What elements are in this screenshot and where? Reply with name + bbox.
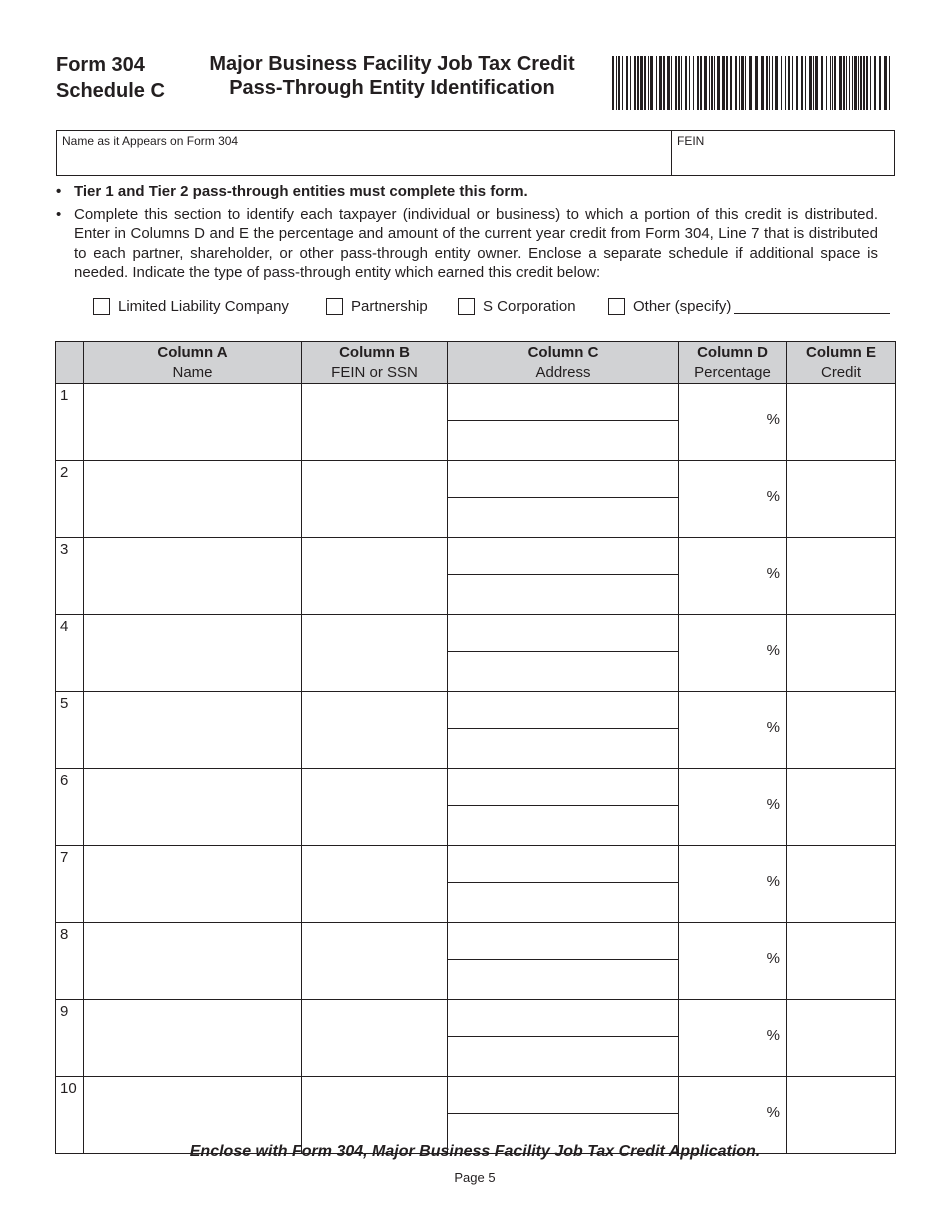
fein-ssn-cell[interactable]: [302, 923, 448, 1000]
barcode-bar: [805, 56, 806, 110]
name-cell[interactable]: [84, 1000, 302, 1077]
instruction-bullet: • Complete this section to identify each taxpayer (individual or business) to which a portion of this credit is distributed. Enter in Columns D and E the percentage and amount of the current year credit from Form 304, Line 7 that is distributed to each partner, shareholder, or other pass-through entity owner. Enclose a separate schedule if additional space is needed. Indicate the type of pass-through entity which earned this credit below:: [56, 205, 878, 281]
address-divider: [448, 420, 678, 421]
table-row: [56, 1077, 896, 1154]
percent-symbol: %: [766, 642, 780, 659]
form-number: Form 304: [56, 54, 145, 76]
name-cell[interactable]: [84, 769, 302, 846]
name-field-label: Name as it Appears on Form 304: [62, 134, 239, 148]
address-cell[interactable]: [448, 923, 679, 1000]
address-divider: [448, 651, 678, 652]
barcode-bar: [826, 56, 827, 110]
address-divider: [448, 1113, 678, 1114]
table-row: [56, 1000, 896, 1077]
table-row: [56, 846, 896, 923]
table-row: [56, 923, 896, 1000]
barcode-bar: [709, 56, 710, 110]
barcode-bar: [775, 56, 778, 110]
barcode-bar: [801, 56, 803, 110]
percentage-cell[interactable]: [679, 1000, 787, 1077]
percent-symbol: %: [766, 488, 780, 505]
credit-cell[interactable]: [787, 846, 896, 923]
barcode-bar: [815, 56, 818, 110]
barcode-bar: [667, 56, 670, 110]
barcode-bar: [755, 56, 758, 110]
instruction-bullet: • Tier 1 and Tier 2 pass-through entities must complete this form.: [56, 183, 528, 200]
partnership-label: Partnership: [351, 298, 428, 315]
barcode-bar: [788, 56, 790, 110]
barcode-bar: [761, 56, 764, 110]
barcode-bar: [678, 56, 680, 110]
entity-type-options: [93, 298, 893, 320]
percentage-cell[interactable]: [679, 923, 787, 1000]
address-divider: [448, 959, 678, 960]
row-number: 1: [56, 384, 84, 461]
barcode-bar: [634, 56, 636, 110]
percent-symbol: %: [766, 950, 780, 967]
other-checkbox[interactable]: [608, 298, 625, 315]
page-number: Page 5: [454, 1170, 496, 1185]
percent-symbol: %: [766, 873, 780, 890]
address-divider: [448, 497, 678, 498]
barcode-bar: [745, 56, 746, 110]
row-number: 2: [56, 461, 84, 538]
barcode-bar: [616, 56, 617, 110]
fein-ssn-cell[interactable]: [302, 846, 448, 923]
partnership-checkbox[interactable]: [326, 298, 343, 315]
page-title: [192, 52, 592, 100]
barcode-bar: [697, 56, 699, 110]
name-cell[interactable]: [84, 538, 302, 615]
row-number: 7: [56, 846, 84, 923]
row-number: 5: [56, 692, 84, 769]
table-row: [56, 769, 896, 846]
barcode-image: [610, 56, 892, 110]
row-number-header: [56, 342, 84, 384]
address-cell[interactable]: [448, 769, 679, 846]
address-cell[interactable]: [448, 1077, 679, 1154]
name-cell[interactable]: [84, 923, 302, 1000]
name-cell[interactable]: [84, 384, 302, 461]
credit-cell[interactable]: [787, 615, 896, 692]
row-number: 6: [56, 769, 84, 846]
barcode-bar: [863, 56, 865, 110]
llc-checkbox[interactable]: [93, 298, 110, 315]
form-identifier: [56, 52, 165, 104]
barcode-bar: [830, 56, 831, 110]
address-divider: [448, 1036, 678, 1037]
credit-cell[interactable]: [787, 538, 896, 615]
barcode-bar: [839, 56, 842, 110]
barcode-bar: [858, 56, 859, 110]
barcode-bar: [726, 56, 728, 110]
barcode-bar: [689, 56, 690, 110]
address-cell[interactable]: [448, 538, 679, 615]
partnership-option[interactable]: [326, 298, 428, 315]
address-divider: [448, 574, 678, 575]
table-row: [56, 615, 896, 692]
fein-ssn-cell[interactable]: [302, 769, 448, 846]
s-corp-label: S Corporation: [483, 298, 576, 315]
barcode-bar: [650, 56, 653, 110]
address-divider: [448, 728, 678, 729]
llc-option[interactable]: [93, 298, 289, 315]
pass-through-entity-table: [55, 341, 896, 1154]
percentage-cell[interactable]: [679, 538, 787, 615]
barcode-bar: [685, 56, 687, 110]
row-number: 3: [56, 538, 84, 615]
percentage-cell[interactable]: [679, 692, 787, 769]
barcode-bar: [675, 56, 677, 110]
credit-cell[interactable]: [787, 692, 896, 769]
table-row: [56, 538, 896, 615]
name-cell[interactable]: [84, 1077, 302, 1154]
barcode-bar: [671, 56, 672, 110]
name-field[interactable]: [57, 131, 672, 175]
barcode-bar: [884, 56, 887, 110]
s-corp-option[interactable]: [458, 298, 576, 315]
address-cell[interactable]: [448, 615, 679, 692]
address-cell[interactable]: [448, 461, 679, 538]
enclosure-note: Enclose with Form 304, Major Business Facility Job Tax Credit Application.: [189, 1143, 761, 1160]
barcode-bar: [739, 56, 740, 110]
barcode-bar: [874, 56, 876, 110]
column-e-header: Column E Credit: [787, 342, 896, 384]
address-cell[interactable]: [448, 384, 679, 461]
credit-cell[interactable]: [787, 923, 896, 1000]
percent-symbol: %: [766, 411, 780, 428]
fein-ssn-cell[interactable]: [302, 692, 448, 769]
barcode-bar: [700, 56, 702, 110]
row-number: 9: [56, 1000, 84, 1077]
barcode-bar: [772, 56, 773, 110]
percentage-cell[interactable]: [679, 384, 787, 461]
percent-symbol: %: [766, 1027, 780, 1044]
table-row: [56, 384, 896, 461]
fein-ssn-cell[interactable]: [302, 538, 448, 615]
barcode-bar: [717, 56, 720, 110]
percentage-cell[interactable]: [679, 769, 787, 846]
row-number: 8: [56, 923, 84, 1000]
title-line-2: Pass-Through Entity Identification: [229, 77, 555, 99]
barcode-bar: [749, 56, 752, 110]
barcode-bar: [663, 56, 665, 110]
barcode-bar: [704, 56, 707, 110]
barcode-bar: [681, 56, 682, 110]
barcode-bar: [781, 56, 782, 110]
barcode-bar: [870, 56, 871, 110]
fein-ssn-cell[interactable]: [302, 461, 448, 538]
name-cell[interactable]: [84, 615, 302, 692]
barcode-bar: [656, 56, 657, 110]
barcode-bar: [769, 56, 770, 110]
credit-cell[interactable]: [787, 1077, 896, 1154]
table-row: [56, 461, 896, 538]
name-cell[interactable]: [84, 461, 302, 538]
percentage-cell[interactable]: [679, 846, 787, 923]
row-number: 10: [56, 1077, 84, 1154]
barcode-bar: [849, 56, 850, 110]
fein-ssn-cell[interactable]: [302, 384, 448, 461]
barcode-bar: [879, 56, 881, 110]
barcode-bar: [630, 56, 631, 110]
credit-cell[interactable]: [787, 1000, 896, 1077]
barcode-bar: [809, 56, 812, 110]
barcode-bar: [889, 56, 890, 110]
barcode-bar: [792, 56, 793, 110]
credit-cell[interactable]: [787, 384, 896, 461]
llc-label: Limited Liability Company: [118, 298, 289, 315]
percentage-cell[interactable]: [679, 1077, 787, 1154]
barcode-bar: [834, 56, 836, 110]
percent-symbol: %: [766, 719, 780, 736]
barcode-bar: [730, 56, 732, 110]
barcode-bar: [626, 56, 628, 110]
barcode-bar: [832, 56, 833, 110]
percentage-cell[interactable]: [679, 461, 787, 538]
credit-cell[interactable]: [787, 769, 896, 846]
barcode-bar: [846, 56, 847, 110]
name-cell[interactable]: [84, 846, 302, 923]
fein-ssn-cell[interactable]: [302, 615, 448, 692]
barcode-bar: [860, 56, 862, 110]
barcode-bar: [640, 56, 643, 110]
table-row: [56, 692, 896, 769]
barcode-bar: [648, 56, 649, 110]
barcode-bar: [785, 56, 786, 110]
barcode-bar: [722, 56, 725, 110]
barcode-bar: [796, 56, 798, 110]
barcode-bar: [821, 56, 823, 110]
title-line-1: Major Business Facility Job Tax Credit: [209, 53, 575, 75]
barcode-bar: [612, 56, 614, 110]
address-cell[interactable]: [448, 1000, 679, 1077]
barcode-bar: [843, 56, 845, 110]
barcode-bar: [854, 56, 857, 110]
barcode-bar: [714, 56, 715, 110]
address-cell[interactable]: [448, 846, 679, 923]
fein-field-label: FEIN: [677, 134, 705, 148]
barcode-bar: [637, 56, 639, 110]
credit-cell[interactable]: [787, 461, 896, 538]
barcode-bar: [766, 56, 768, 110]
schedule-label: Schedule C: [56, 80, 165, 102]
instructions: [56, 182, 878, 286]
barcode-bar: [852, 56, 853, 110]
column-d-header: Column D Percentage: [679, 342, 787, 384]
other-option[interactable]: [608, 298, 890, 315]
column-b-header: Column B FEIN or SSN: [302, 342, 448, 384]
percent-symbol: %: [766, 1104, 780, 1121]
barcode-bar: [711, 56, 713, 110]
barcode-bar: [622, 56, 623, 110]
barcode-bar: [659, 56, 662, 110]
other-label: Other (specify): [633, 298, 732, 315]
percentage-cell[interactable]: [679, 615, 787, 692]
column-c-header: Column C Address: [448, 342, 679, 384]
barcode-bar: [618, 56, 620, 110]
address-divider: [448, 805, 678, 806]
fein-field[interactable]: [672, 131, 894, 175]
other-specify-field[interactable]: [734, 299, 890, 314]
barcode-bar: [735, 56, 737, 110]
table-header-row: [56, 342, 896, 384]
row-number: 4: [56, 615, 84, 692]
fein-ssn-cell[interactable]: [302, 1000, 448, 1077]
percent-symbol: %: [766, 796, 780, 813]
fein-ssn-cell[interactable]: [302, 1077, 448, 1154]
percent-symbol: %: [766, 565, 780, 582]
name-cell[interactable]: [84, 692, 302, 769]
column-a-header: Column A Name: [84, 342, 302, 384]
barcode-bar: [741, 56, 744, 110]
barcode-bar: [866, 56, 868, 110]
address-divider: [448, 882, 678, 883]
taxpayer-header-box: [56, 130, 895, 176]
address-cell[interactable]: [448, 692, 679, 769]
barcode-bar: [644, 56, 646, 110]
s-corp-checkbox[interactable]: [458, 298, 475, 315]
barcode-bar: [693, 56, 694, 110]
barcode-bar: [813, 56, 814, 110]
